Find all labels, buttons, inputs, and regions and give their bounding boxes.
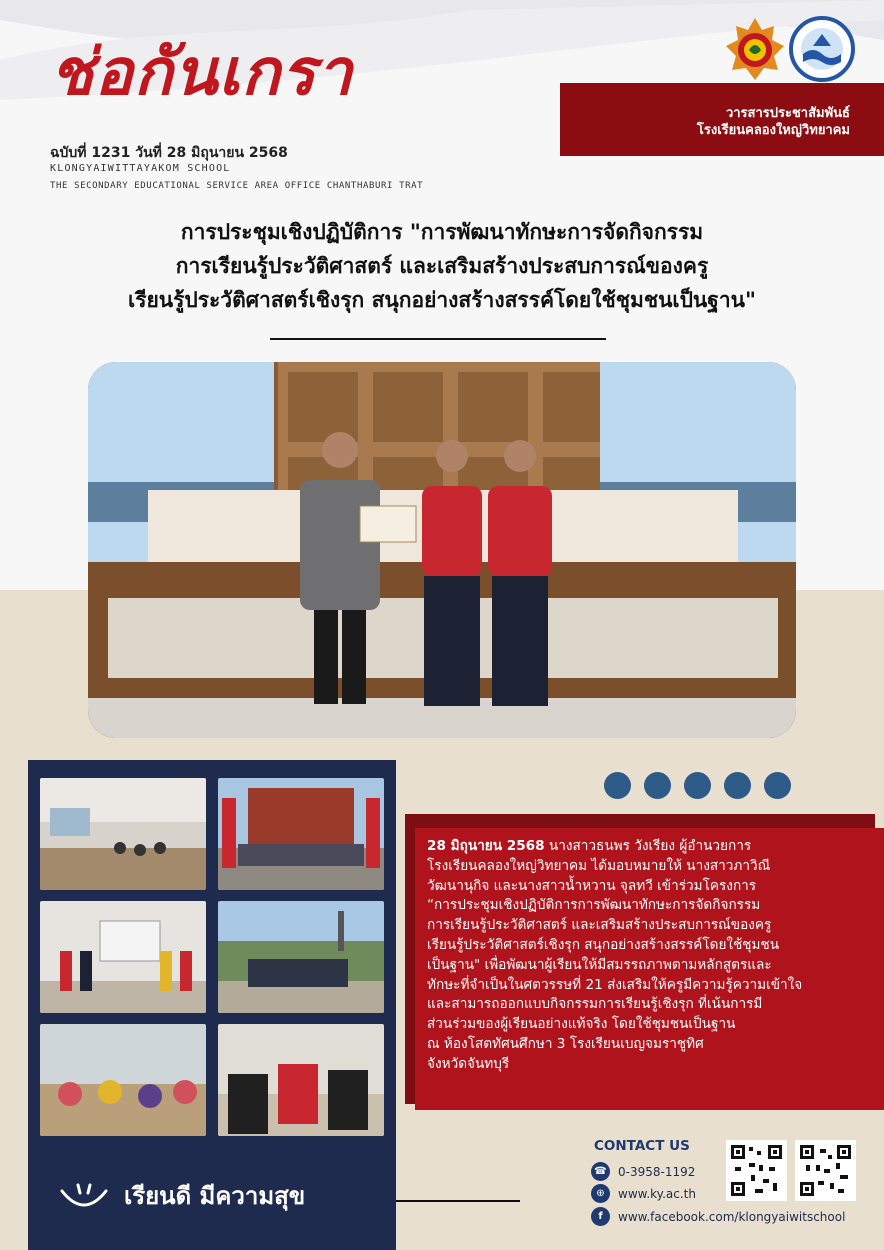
globe-icon: ⊕ bbox=[591, 1184, 610, 1203]
masthead-title: ช่อกันเกรา bbox=[50, 35, 354, 110]
contact-phone-text: 0-3958-1192 bbox=[618, 1164, 696, 1179]
article-line: วัฒนานุกิจ และนางสาวน้ำหวาน จุลทวี เข้าร่วมโครงการ bbox=[427, 877, 757, 894]
article-line: เป็นฐาน" เพื่อพัฒนาผู้เรียนให้มีสมรรถภาพตามหลักสูตรและ bbox=[427, 956, 772, 973]
slogan-text: เรียนดี มีความสุข bbox=[124, 1182, 306, 1210]
journal-line-2: โรงเรียนคลองใหญ่วิทยาคม bbox=[696, 123, 850, 138]
masthead bbox=[50, 18, 470, 138]
contact-facebook-text: www.facebook.com/klongyaiwitschool bbox=[618, 1209, 846, 1224]
article-line: จังหวัดจันทบุรี bbox=[427, 1055, 510, 1072]
contact-phone[interactable] bbox=[591, 1162, 695, 1181]
gallery-photo-3 bbox=[40, 901, 206, 1013]
article-line: ณ ห้องโสตทัศนศึกษา 3 โรงเรียนเบญจมราชูทิศ bbox=[427, 1035, 704, 1052]
dot-5 bbox=[764, 772, 791, 799]
headline-line-2: การเรียนรู้ประวัติศาสตร์ และเสริมสร้างประสบการณ์ของครู bbox=[175, 254, 709, 278]
issue-line: ฉบับที่ 1231 วันที่ 28 มิถุนายน 2568 bbox=[50, 145, 288, 161]
article-line: ส่วนร่วมของผู้เรียนอย่างแท้จริง โดยใช้ชุมชนเป็นฐาน bbox=[427, 1016, 736, 1033]
gallery-photo-6 bbox=[218, 1024, 384, 1136]
article-first-line-rest: นางสาวธนพร วังเรียง ผู้อำนวยการ bbox=[544, 838, 752, 854]
article-line: การเรียนรู้ประวัติศาสตร์ และเสริมสร้างประสบการณ์ของครู bbox=[427, 917, 772, 934]
article-line: โรงเรียนคลองใหญ่วิทยาคม ได้มอบหมายให้ นางสาวภาวิณี bbox=[427, 857, 771, 874]
smile-icon bbox=[58, 1179, 110, 1213]
contact-website-text: www.ky.ac.th bbox=[618, 1186, 696, 1201]
article-line: “การประชุมเชิงปฏิบัติการการพัฒนาทักษะการจัดกิจกรรม bbox=[427, 897, 761, 914]
hero-photo bbox=[88, 362, 796, 738]
article-line: เรียนรู้ประวัติศาสตร์เชิงรุก สนุกอย่างสร้างสรรค์โดยใช้ชุมชน bbox=[427, 936, 779, 953]
headline-divider bbox=[270, 338, 606, 340]
slogan bbox=[58, 1176, 305, 1215]
article-line-first bbox=[427, 837, 870, 857]
article-body bbox=[415, 828, 884, 1110]
obec-logo bbox=[722, 16, 788, 82]
journal-line-1: วารสารประชาสัมพันธ์ bbox=[725, 106, 850, 121]
slogan-divider bbox=[396, 1200, 520, 1202]
gallery-photo-5 bbox=[40, 1024, 206, 1136]
gallery-photo-1 bbox=[40, 778, 206, 890]
facebook-icon: f bbox=[591, 1207, 610, 1226]
contact-title: CONTACT US bbox=[594, 1138, 690, 1154]
gallery-photo-4 bbox=[218, 901, 384, 1013]
headline-line-3: เรียนรู้ประวัติศาสตร์เชิงรุก สนุกอย่างสร้างสรรค์โดยใช้ชุมชนเป็นฐาน" bbox=[128, 288, 756, 312]
school-logo bbox=[789, 16, 855, 82]
school-name-en: KLONGYAIWITTAYAKOM SCHOOL bbox=[50, 163, 231, 174]
gallery-photo-2 bbox=[218, 778, 384, 890]
dot-2 bbox=[644, 772, 671, 799]
article-line: และสามารถออกแบบกิจกรรมการเรียนรู้เชิงรุก ที่เน้นการมี bbox=[427, 996, 763, 1013]
office-name-en: THE SECONDARY EDUCATIONAL SERVICE AREA OFFICE CHANTHABURI TRAT bbox=[50, 181, 424, 191]
contact-website[interactable] bbox=[591, 1184, 696, 1203]
dot-4 bbox=[724, 772, 751, 799]
journal-label bbox=[560, 83, 884, 156]
article-line: ทักษะที่จำเป็นในศตวรรษที่ 21 ส่งเสริมให้ครูมีความรู้ความเข้าใจ bbox=[427, 976, 803, 993]
article-date: 28 มิถุนายน 2568 bbox=[427, 838, 545, 854]
qr-code-1[interactable] bbox=[726, 1140, 787, 1201]
dot-3 bbox=[684, 772, 711, 799]
headline-line-1: การประชุมเชิงปฏิบัติการ "การพัฒนาทักษะการจัดกิจกรรม bbox=[180, 220, 704, 244]
contact-facebook[interactable] bbox=[591, 1207, 845, 1226]
decorative-dots bbox=[604, 772, 791, 799]
qr-code-2[interactable] bbox=[795, 1140, 856, 1201]
dot-1 bbox=[604, 772, 631, 799]
headline bbox=[40, 215, 844, 317]
phone-icon: ☎ bbox=[591, 1162, 610, 1181]
